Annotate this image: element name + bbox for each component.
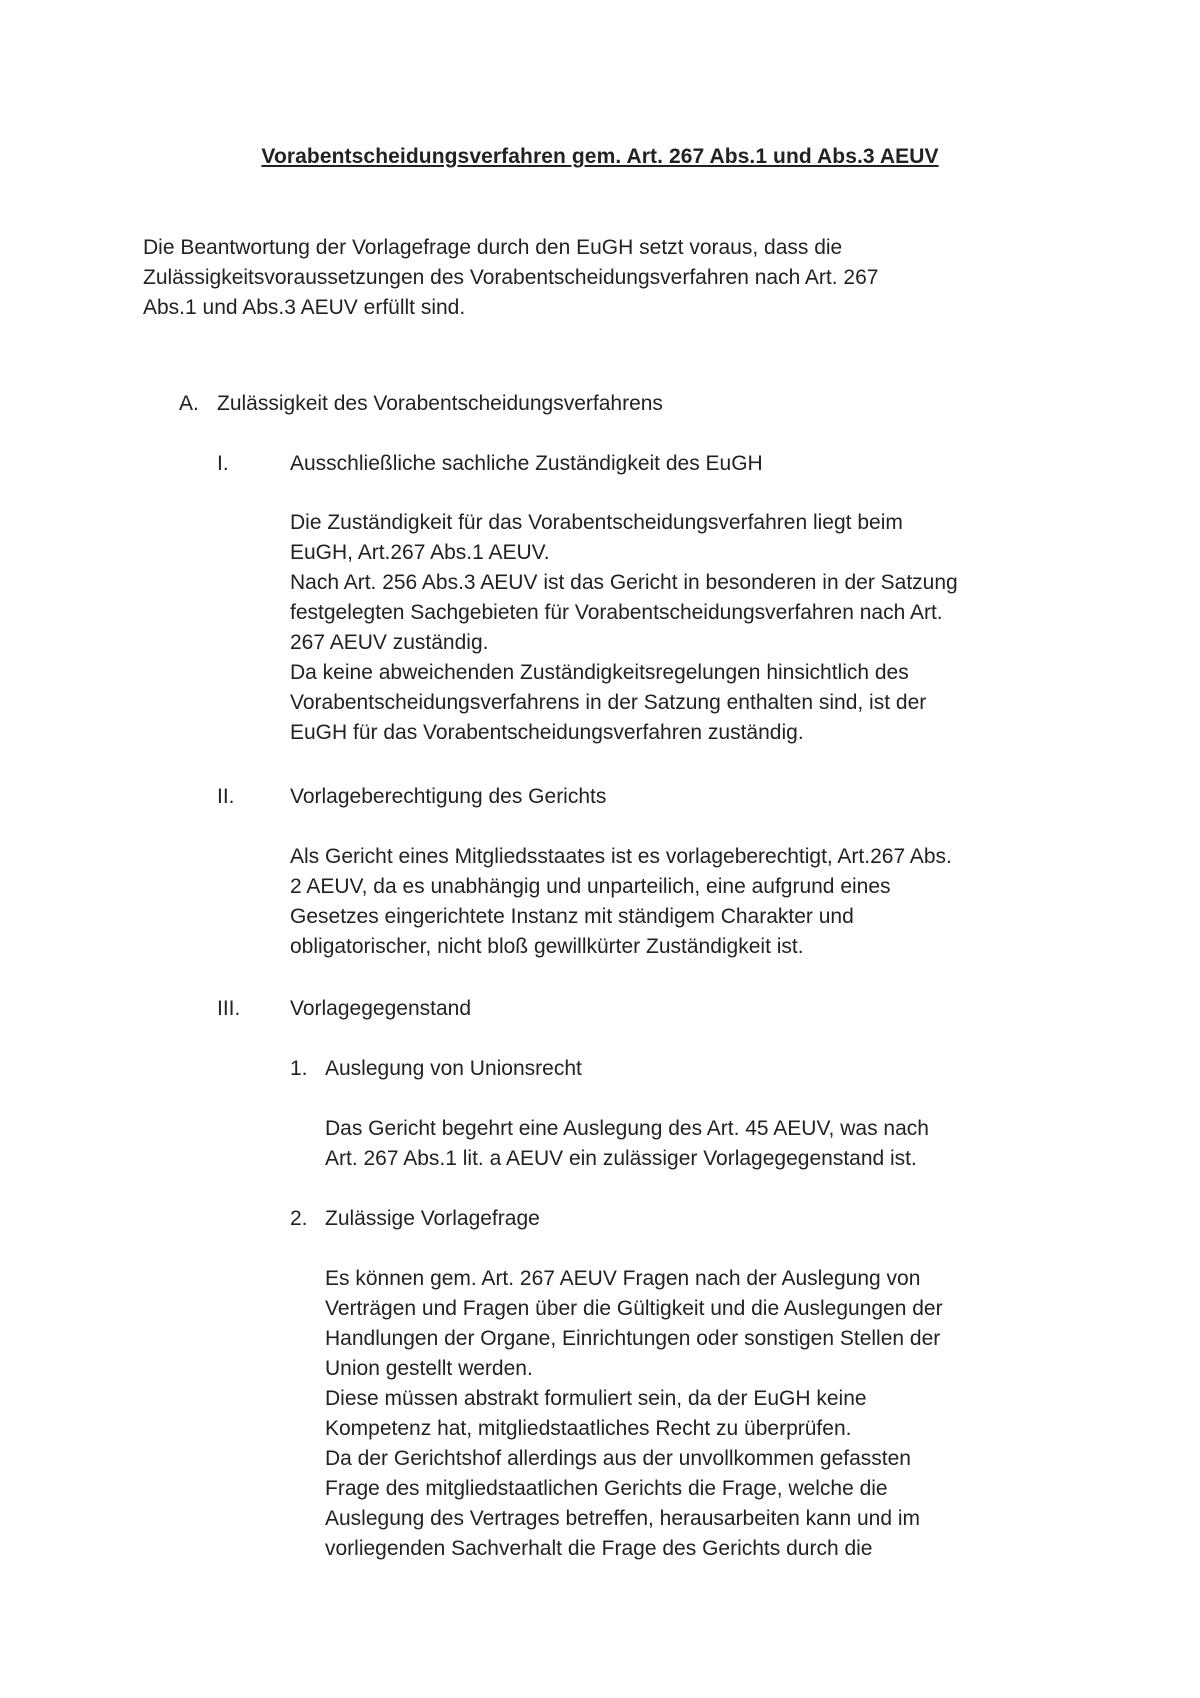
body-line: Auslegung des Vertrages betreffen, herausarbeiten kann und im bbox=[325, 1507, 921, 1530]
subsection-1-heading: Auslegung von Unionsrecht bbox=[325, 1057, 582, 1080]
body-line: EuGH, Art.267 Abs.1 AEUV. bbox=[290, 541, 550, 564]
section-ii-body bbox=[290, 842, 952, 962]
subsection-2-heading: Zulässige Vorlagefrage bbox=[325, 1207, 540, 1230]
body-line: Kompetenz hat, mitgliedstaatliches Recht zu überprüfen. bbox=[325, 1417, 852, 1440]
body-line: Nach Art. 256 Abs.3 AEUV ist das Gericht in besonderen in der Satzung bbox=[290, 571, 958, 594]
body-line: Verträgen und Fragen über die Gültigkeit und die Auslegungen der bbox=[325, 1297, 943, 1320]
body-line: 2 AEUV, da es unabhängig und unparteilich, eine aufgrund eines bbox=[290, 875, 891, 898]
body-line: Handlungen der Organe, Einrichtungen oder sonstigen Stellen der bbox=[325, 1327, 941, 1350]
body-line: vorliegenden Sachverhalt die Frage des Gerichts durch die bbox=[325, 1537, 873, 1560]
section-i-heading: Ausschließliche sachliche Zuständigkeit des EuGH bbox=[290, 452, 763, 475]
subsection-2-body bbox=[325, 1264, 943, 1564]
body-line: EuGH für das Vorabentscheidungsverfahren zuständig. bbox=[290, 721, 804, 744]
section-a-marker: A. bbox=[179, 392, 199, 415]
body-line: obligatorischer, nicht bloß gewillkürter Zuständigkeit ist. bbox=[290, 935, 804, 958]
body-line: Frage des mitgliedstaatlichen Gerichts die Frage, welche die bbox=[325, 1477, 888, 1500]
body-line: Es können gem. Art. 267 AEUV Fragen nach der Auslegung von bbox=[325, 1267, 921, 1290]
body-line: 267 AEUV zuständig. bbox=[290, 631, 489, 654]
section-iii-heading: Vorlagegegenstand bbox=[290, 997, 471, 1020]
body-line: Gesetzes eingerichtete Instanz mit ständigem Charakter und bbox=[290, 905, 854, 928]
section-i-body bbox=[290, 508, 958, 748]
body-line: Art. 267 Abs.1 lit. a AEUV ein zulässiger Vorlagegegenstand ist. bbox=[325, 1147, 917, 1170]
section-ii-heading: Vorlageberechtigung des Gerichts bbox=[290, 785, 607, 808]
document-title: Vorabentscheidungsverfahren gem. Art. 267 Abs.1 und Abs.3 AEUV bbox=[261, 145, 939, 168]
body-line: Da der Gerichtshof allerdings aus der unvollkommen gefassten bbox=[325, 1447, 911, 1470]
section-i-marker: I. bbox=[217, 452, 229, 475]
intro-line: Zulässigkeitsvoraussetzungen des Vorabentscheidungsverfahren nach Art. 267 bbox=[143, 266, 879, 289]
intro-line: Die Beantwortung der Vorlagefrage durch den EuGH setzt voraus, dass die bbox=[143, 236, 843, 259]
section-ii-marker: II. bbox=[217, 785, 235, 808]
subsection-1-body bbox=[325, 1114, 929, 1174]
body-line: Da keine abweichenden Zuständigkeitsregelungen hinsichtlich des bbox=[290, 661, 909, 684]
intro-paragraph bbox=[143, 233, 878, 323]
subsection-2-marker: 2. bbox=[290, 1207, 308, 1230]
section-a-heading: Zulässigkeit des Vorabentscheidungsverfahrens bbox=[217, 392, 663, 415]
intro-line: Abs.1 und Abs.3 AEUV erfüllt sind. bbox=[143, 296, 466, 319]
body-line: Das Gericht begehrt eine Auslegung des Art. 45 AEUV, was nach bbox=[325, 1117, 929, 1140]
body-line: Union gestellt werden. bbox=[325, 1357, 533, 1380]
body-line: Diese müssen abstrakt formuliert sein, da der EuGH keine bbox=[325, 1387, 867, 1410]
body-line: Die Zuständigkeit für das Vorabentscheidungsverfahren liegt beim bbox=[290, 511, 903, 534]
body-line: Vorabentscheidungsverfahrens in der Satzung enthalten sind, ist der bbox=[290, 691, 927, 714]
body-line: festgelegten Sachgebieten für Vorabentscheidungsverfahren nach Art. bbox=[290, 601, 943, 624]
section-iii-marker: III. bbox=[217, 997, 241, 1020]
body-line: Als Gericht eines Mitgliedsstaates ist es vorlageberechtigt, Art.267 Abs. bbox=[290, 845, 952, 868]
subsection-1-marker: 1. bbox=[290, 1057, 308, 1080]
